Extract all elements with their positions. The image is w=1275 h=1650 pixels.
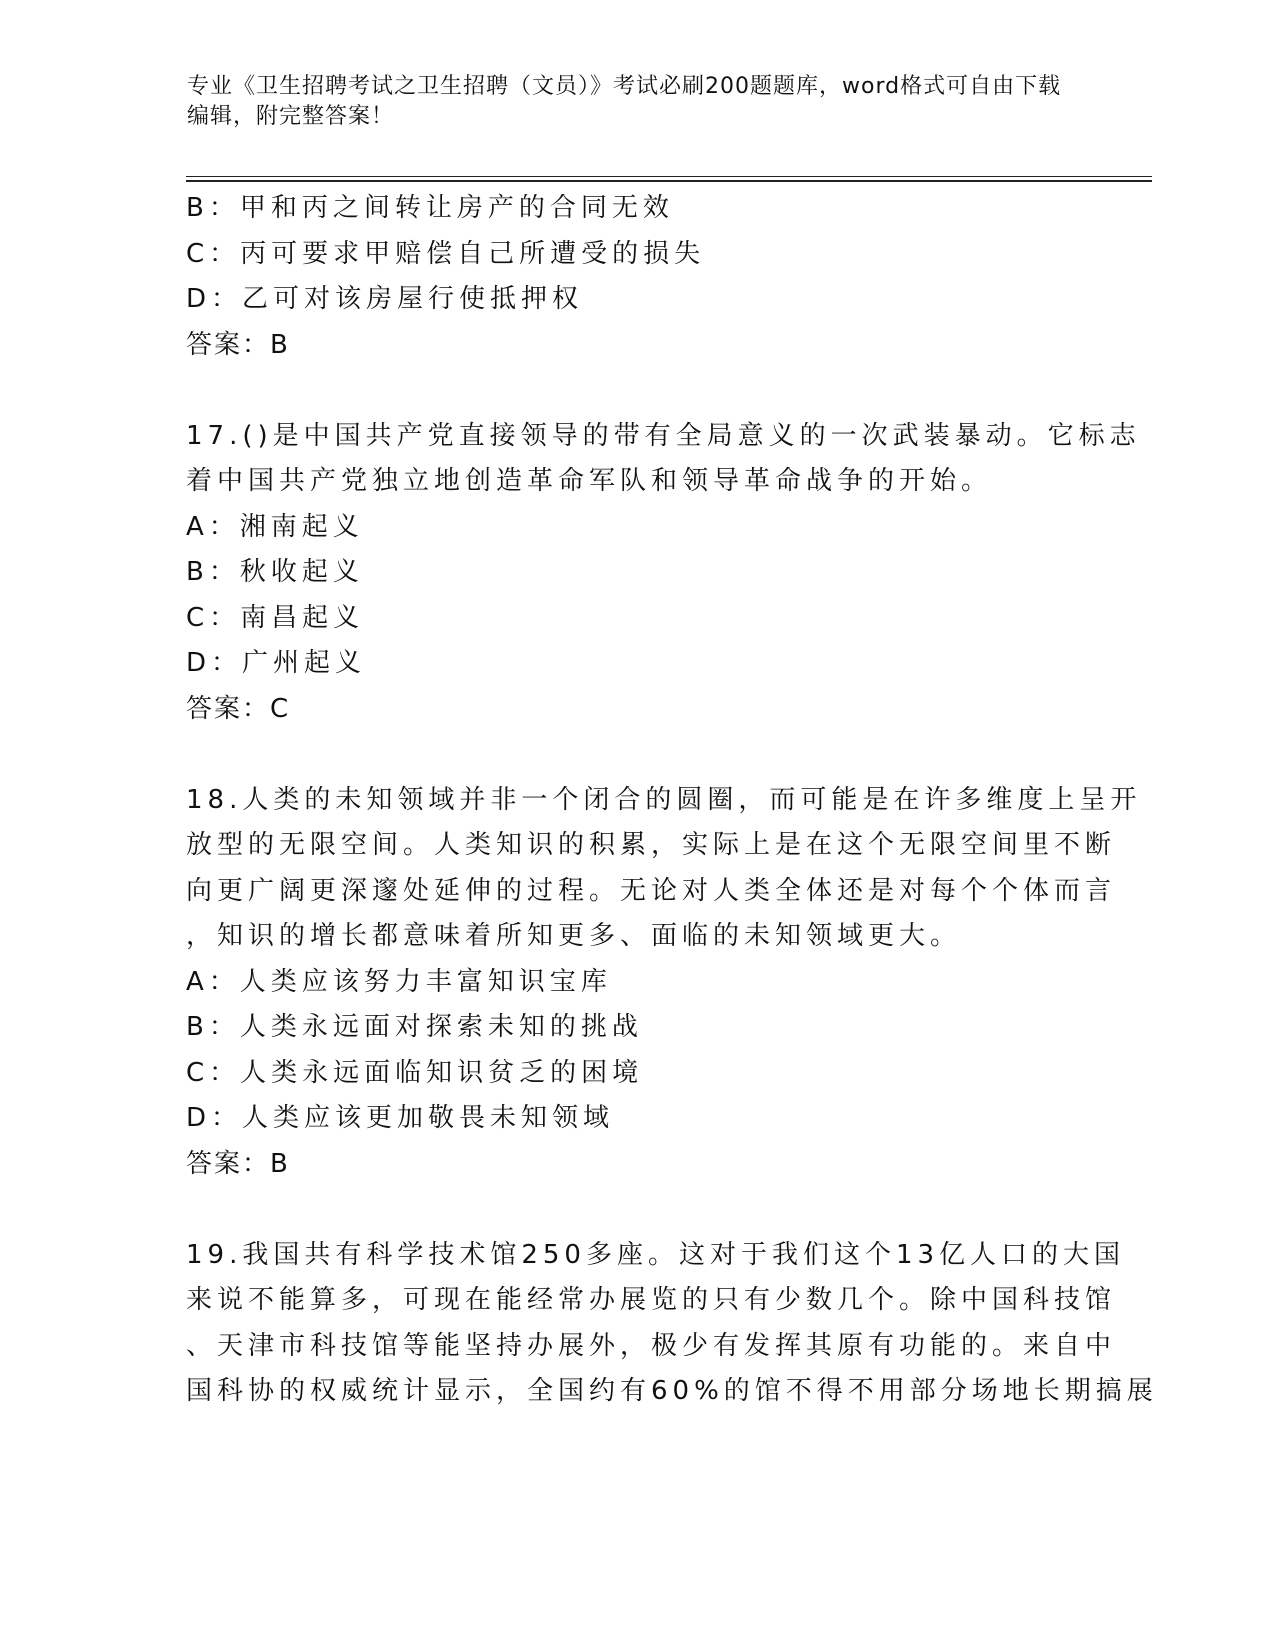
question-17 — [186, 414, 1141, 733]
answer: 答案：B — [186, 329, 290, 360]
question-16-tail — [186, 186, 1086, 368]
question-19 — [186, 1233, 1158, 1415]
question-stem: 放型的无限空间。人类知识的积累，实际上是在这个无限空间里不断 — [186, 830, 1117, 860]
spacer — [186, 732, 1086, 778]
option-c: C：人类永远面临知识贫乏的困境 — [186, 1057, 644, 1088]
spacer — [186, 1187, 1086, 1233]
option-d: D：人类应该更加敬畏未知领域 — [186, 1103, 615, 1133]
option-b: B：甲和丙之间转让房产的合同无效 — [186, 193, 674, 223]
question-stem: 18.人类的未知领域并非一个闭合的圆圈，而可能是在许多维度上呈开 — [186, 784, 1142, 815]
question-stem: 着中国共产党独立地创造革命军队和领导革命战争的开始。 — [186, 466, 993, 496]
question-stem: ，知识的增长都意味着所知更多、面临的未知领域更大。 — [186, 921, 962, 951]
question-stem: 、天津市科技馆等能坚持办展外，极少有发挥其原有功能的。来自中 — [186, 1330, 1117, 1361]
option-a: A：人类应该努力丰富知识宝库 — [186, 966, 612, 997]
header-divider — [186, 176, 1152, 182]
question-content — [186, 186, 1158, 1415]
question-18 — [186, 778, 1142, 1188]
option-b: B：秋收起义 — [186, 557, 364, 587]
option-d: D：乙可对该房屋行使抵押权 — [186, 284, 584, 314]
question-stem: 来说不能算多，可现在能经常办展览的只有少数几个。除中国科技馆 — [186, 1285, 1117, 1315]
answer: 答案：C — [186, 693, 291, 724]
question-stem: 向更广阔更深邃处延伸的过程。无论对人类全体还是对每个个体而言 — [186, 875, 1117, 906]
option-c: C：丙可要求甲赔偿自己所遭受的损失 — [186, 238, 706, 269]
spacer — [186, 368, 1086, 414]
option-c: C：南昌起义 — [186, 602, 365, 633]
option-d: D：广州起义 — [186, 648, 367, 678]
question-stem: 17.()是中国共产党直接领导的带有全局意义的一次武装暴动。它标志 — [186, 420, 1141, 451]
question-stem: 19.我国共有科学技术馆250多座。这对于我们这个13亿人口的大国 — [186, 1239, 1126, 1270]
question-stem: 国科协的权威统计显示，全国约有60%的馆不得不用部分场地长期搞展 — [186, 1376, 1158, 1406]
option-a: A：湘南起义 — [186, 511, 364, 542]
document-title: 专业《卫生招聘考试之卫生招聘（文员）》考试必刷200题题库，word格式可自由下载编辑，附完整答案！ — [187, 74, 1062, 129]
answer: 答案：B — [186, 1148, 290, 1179]
option-b: B：人类永远面对探索未知的挑战 — [186, 1012, 643, 1042]
page-header — [187, 72, 1067, 132]
